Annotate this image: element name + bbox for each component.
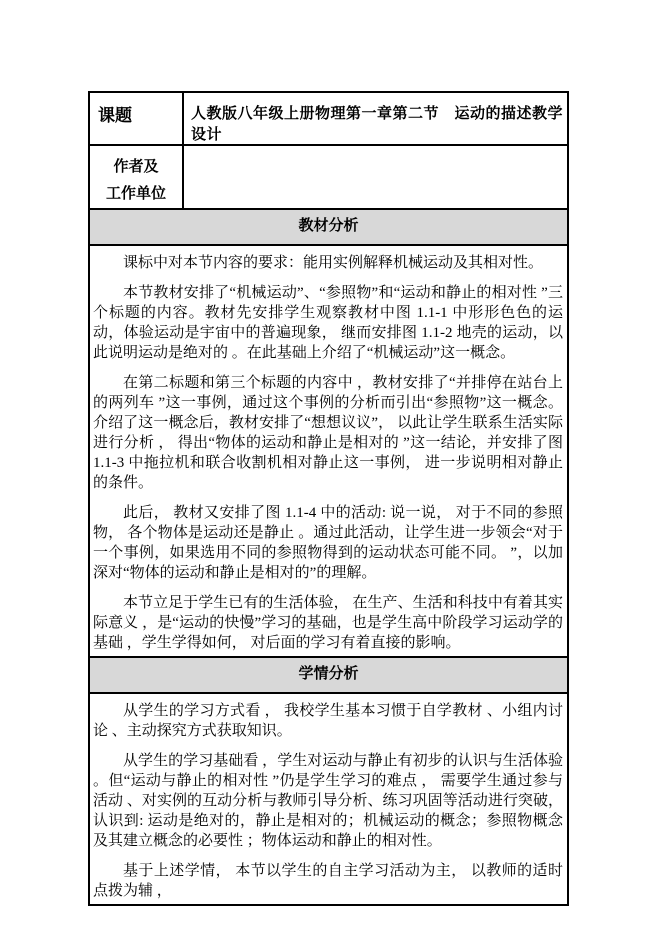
topic-label-cell	[89, 92, 183, 145]
learner-analysis-body	[89, 693, 568, 905]
learner-analysis-paragraph: 从学生的学习方式看 ， 我校学生基本习惯于自学教材 、小组内讨论 、主动探究方式获取知识。	[93, 703, 563, 739]
author-row	[89, 145, 568, 209]
material-analysis-paragraph: 本节立足于学生已有的生活体验， 在生产、生活和科技中有着其实际意义 ，是“运动的快慢”学习的基础，也是学生高中阶段学习运动学的基础 ，学生学得如何， 对后面的学习有着直接的影响。	[93, 595, 563, 651]
author-value-cell	[183, 145, 568, 209]
author-label-cell	[89, 145, 183, 209]
author-label-line1: 作者及	[113, 158, 159, 175]
material-analysis-body-row	[89, 245, 568, 657]
teaching-design-table	[88, 91, 569, 906]
learner-analysis-header-row	[89, 657, 568, 693]
author-label-line2: 工作单位	[105, 185, 166, 202]
material-analysis-paragraph: 本节教材安排了“机械运动”、“参照物”和“运动和静止的相对性 ”三个标题的内容。教材先安排学生观察教材中图 1.1-1 中形形色色的运动，体验运动是宇宙中的普遍现象， 继而安排图 1.1-2 地壳的运动，以此说明运动是绝对的 。在此基础上介绍了“机械运动”这一概念。	[93, 285, 563, 361]
learner-analysis-body-row	[89, 693, 568, 905]
topic-title: 人教版八年级上册物理第一章第二节 运动的描述教学设计	[191, 105, 564, 143]
learner-analysis-header: 学情分析	[89, 657, 568, 693]
material-analysis-body	[89, 245, 568, 657]
topic-value-cell	[183, 92, 568, 145]
material-analysis-header: 教材分析	[89, 209, 568, 245]
material-analysis-paragraph: 此后， 教材又安排了图 1.1-4 中的活动: 说一说， 对于不同的参照物， 各个物体是运动还是静止 。通过此活动，让学生进一步领会“对于一个事例，如果选用不同的参照物得到的运动状态可能不同。 ”，以加深对“物体的运动和静止是相对的”的理解。	[93, 505, 563, 581]
topic-label: 课题	[98, 106, 132, 125]
material-analysis-paragraph: 课标中对本节内容的要求：能用实例解释机械运动及其相对性。	[123, 255, 544, 271]
material-analysis-header-row	[89, 209, 568, 245]
learner-analysis-paragraph: 从学生的学习基础看 ，学生对运动与静止有初步的认识与生活体验 。但“运动与静止的相对性 ”仍是学生学习的难点 ， 需要学生通过参与活动 、对实例的互动分析与教师引导分析、练习巩固等活动进行突破， 认识到: 运动是绝对的，静止是相对的；机械运动的概念；参照物概念及其建立概念的必要性 ；物体运动和静止的相对性。	[93, 753, 563, 849]
learner-analysis-paragraph: 基于上述学情， 本节以学生的自主学习活动为主， 以教师的适时点拨为辅 ，	[93, 863, 563, 899]
material-analysis-paragraph: 在第二标题和第三个标题的内容中 ，教材安排了“并排停在站台上的两列车 ”这一事例，通过这个事例的分析而引出“参照物”这一概念。介绍了这一概念后，教材安排了“想想议议”， 以此让学生联系生活实际进行分析 ， 得出“物体的运动和静止是相对的 ”这一结论，并安排了图 1.1-3 中拖拉机和联合收割机相对静止这一事例， 进一步说明相对静止的条件。	[93, 375, 563, 491]
topic-row	[89, 92, 568, 145]
